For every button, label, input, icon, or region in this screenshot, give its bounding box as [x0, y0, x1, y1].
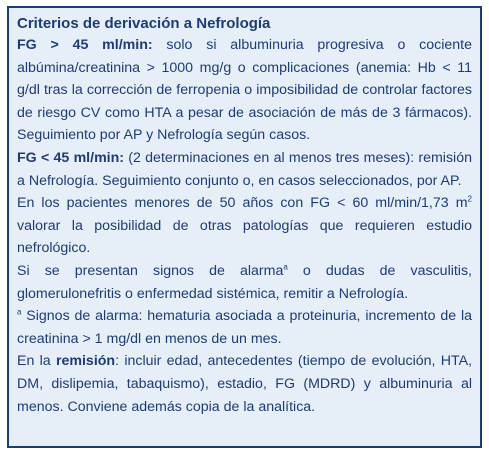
criterion-alarm-signs-text-2: o dudas de vasculitis, glomerulonefritis o enfermedad sistémica, remitir a Nefrología. [17, 262, 472, 302]
criterion-fg-above-45-text: solo si albuminuria progresiva o cociente albúmina/creatinina > 1000 mg/g o complicaciones (anemia: Hb < 11 g/dl tras la corrección de ferropenia o imposibilidad de controlar factores de riesgo CV como HTA a pesar de asociación de más de 3 fármacos). Seguimiento por AP y Nefrología según casos. [17, 37, 472, 144]
criterion-referral-content [17, 350, 472, 418]
referral-criteria-box [7, 6, 482, 448]
footnote-alarm-signs-text: Signos de alarma: hematuria asociada a proteinuria, incremento de la creatinina > 1 mg/dl en menos de un mes. [17, 308, 472, 347]
criterion-under-50 [17, 192, 472, 260]
box-title: Criterios de derivación a Nefrología [17, 15, 271, 32]
criterion-fg-above-45 [17, 34, 472, 147]
footnote-alarm-signs [17, 305, 472, 350]
footnote-marker: a [17, 307, 22, 317]
criterion-referral-content-text: En la [17, 353, 56, 370]
footnote-reference: a [283, 262, 288, 272]
criterion-fg-below-45-text: (2 determinaciones en al menos tres meses): remisión a Nefrología. Seguimiento conjunto o, en casos seleccionados, por AP. [17, 149, 472, 189]
criterion-referral-content-text-2: : incluir edad, antecedentes (tiempo de evolución, HTA, DM, dislipemia, tabaquismo), estadio, FG (MDRD) y albuminuria al menos. Conviene además copia de la analítica. [17, 353, 473, 415]
criterion-under-50-text-2: valorar la posibilidad de otras patologías que requieren estudio nefrológico. [17, 217, 472, 257]
squared-superscript: 2 [467, 194, 472, 204]
criterion-under-50-text: En los pacientes menores de 50 años con FG < 60 ml/min/1,73 m [17, 195, 468, 212]
criterion-alarm-signs-text: Si se presentan signos de alarma [17, 262, 284, 279]
criterion-fg-below-45-lead: FG < 45 ml/min: [17, 149, 125, 166]
criterion-alarm-signs [17, 260, 472, 305]
criterion-fg-above-45-lead: FG > 45 ml/min: [17, 37, 153, 53]
criterion-fg-below-45 [17, 147, 472, 192]
criterion-referral-content-lead: remisión [55, 353, 116, 370]
